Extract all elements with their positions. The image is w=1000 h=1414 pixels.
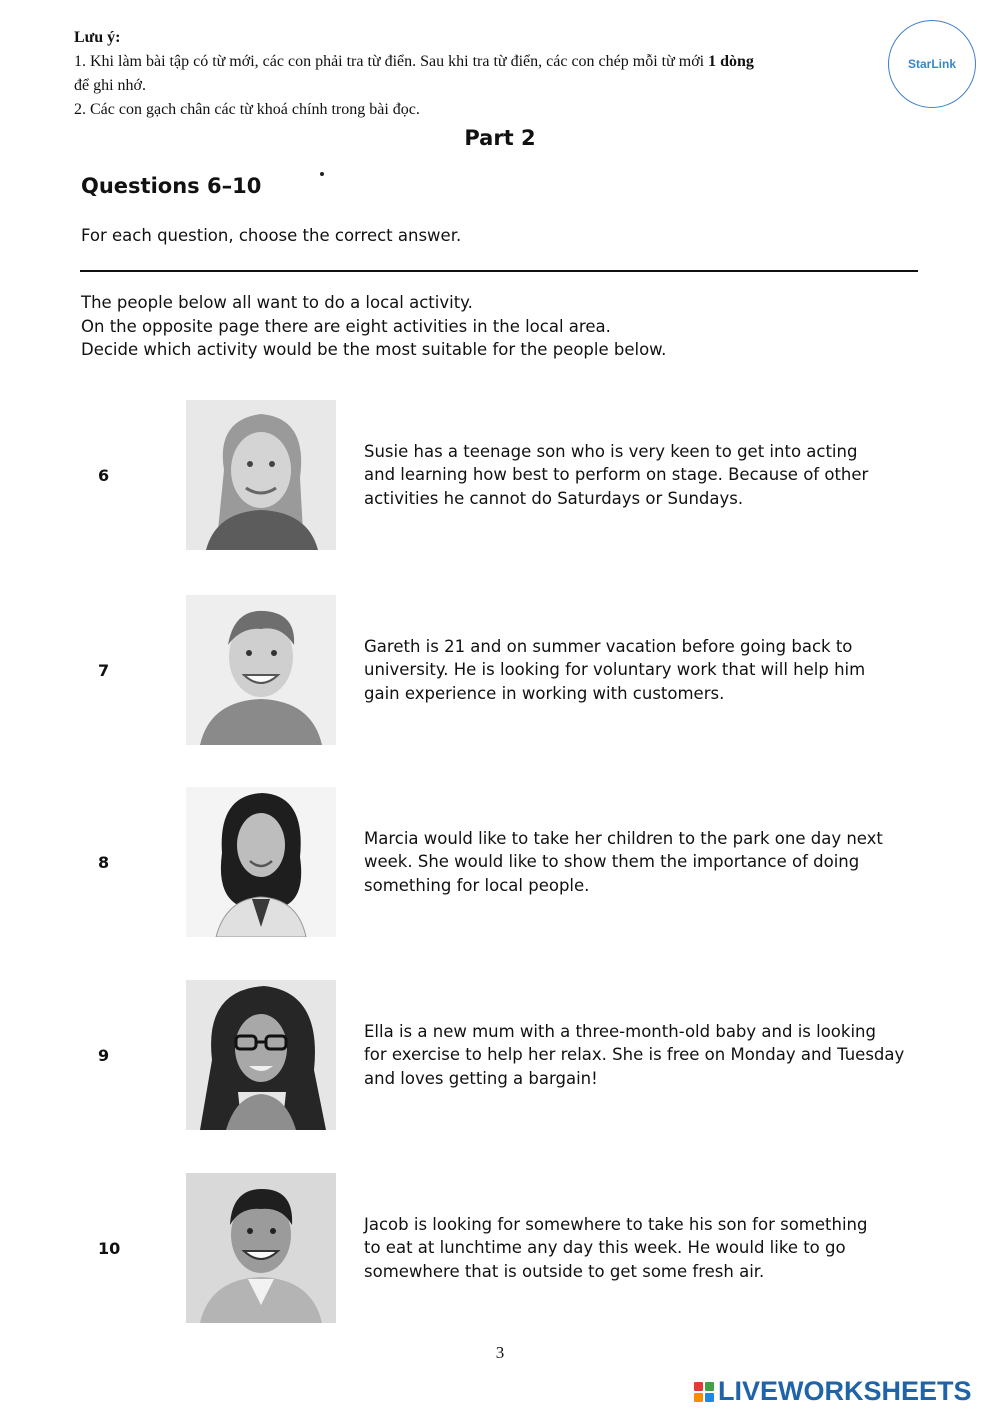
description-line: Ella is a new mum with a three-month-old baby and is looking	[364, 1022, 876, 1041]
question-number: 6	[98, 466, 110, 485]
part-title: Part 2	[464, 126, 536, 150]
liveworksheets-grid-icon	[694, 1382, 714, 1402]
question-item-9	[0, 980, 1000, 1132]
description-line: for exercise to help her relax. She is free on Monday and Tuesday	[364, 1045, 905, 1065]
question-description	[364, 635, 924, 705]
starlink-logo	[888, 20, 976, 108]
person-portrait-icon	[186, 595, 336, 745]
person-portrait-icon	[186, 400, 336, 550]
note-line-1-text: 1. Khi làm bài tập có từ mới, các con phải tra từ điển. Sau khi tra từ điển, các con chép mỗi từ mới	[74, 53, 709, 70]
person-photo-jacob	[186, 1173, 336, 1323]
description-line: activities he cannot do Saturdays or Sundays.	[364, 488, 744, 508]
question-item-8	[0, 787, 1000, 939]
question-item-6	[0, 400, 1000, 552]
liveworksheets-brand-text: LIVEWORKSHEETS	[718, 1376, 972, 1406]
description-line: and learning how best to perform on stage. Because of other	[364, 465, 869, 485]
description-line: week. She would like to show them the importance of doing	[364, 852, 860, 872]
description-line: Gareth is 21 and on summer vacation before going back to	[364, 637, 853, 656]
person-photo-gareth	[186, 595, 336, 745]
question-description	[364, 1020, 924, 1090]
description-line: university. He is looking for voluntary work that will help him	[364, 660, 866, 680]
instruction-text: For each question, choose the correct answer.	[81, 226, 462, 245]
question-item-10	[0, 1173, 1000, 1325]
question-number: 10	[98, 1239, 121, 1258]
question-item-7	[0, 595, 1000, 747]
question-number: 9	[98, 1046, 110, 1065]
person-photo-ella	[186, 980, 336, 1130]
note-line-1	[74, 50, 874, 74]
description-line: Marcia would like to take her children to the park one day next	[364, 829, 883, 848]
divider-line	[80, 270, 918, 272]
person-portrait-icon	[186, 1173, 336, 1323]
question-description	[364, 827, 924, 897]
description-line: something for local people.	[364, 875, 590, 895]
page-number: 3	[495, 1343, 505, 1362]
question-description	[364, 1213, 924, 1283]
question-number: 8	[98, 853, 110, 872]
person-photo-susie	[186, 400, 336, 550]
intro-line: Decide which activity would be the most suitable for the people below.	[81, 340, 667, 359]
question-description	[364, 440, 924, 510]
starlink-logo-text: StarLink	[907, 57, 956, 71]
stray-dot	[320, 172, 324, 176]
person-portrait-icon	[186, 787, 336, 937]
liveworksheets-logo	[694, 1376, 972, 1407]
intro-line: On the opposite page there are eight activities in the local area.	[81, 316, 611, 336]
description-line: somewhere that is outside to get some fresh air.	[364, 1261, 765, 1281]
questions-heading: Questions 6–10	[81, 174, 262, 198]
person-portrait-icon	[186, 980, 336, 1130]
note-title: Lưu ý:	[74, 29, 121, 46]
note-line-2: 2. Các con gạch chân các từ khoá chính trong bài đọc.	[74, 101, 420, 118]
note-line-1-bold: 1 dòng	[708, 53, 754, 70]
person-photo-marcia	[186, 787, 336, 937]
description-line: Susie has a teenage son who is very keen to get into acting	[364, 442, 858, 461]
description-line: Jacob is looking for somewhere to take his son for something	[364, 1215, 868, 1234]
description-line: and loves getting a bargain!	[364, 1068, 598, 1088]
question-number: 7	[98, 661, 110, 680]
teacher-note	[74, 26, 874, 122]
intro-line: The people below all want to do a local activity.	[81, 293, 473, 312]
description-line: gain experience in working with customers.	[364, 683, 725, 703]
description-line: to eat at lunchtime any day this week. He would like to go	[364, 1238, 846, 1258]
note-line-1-cont: để ghi nhớ.	[74, 77, 147, 94]
intro-text	[81, 291, 666, 362]
